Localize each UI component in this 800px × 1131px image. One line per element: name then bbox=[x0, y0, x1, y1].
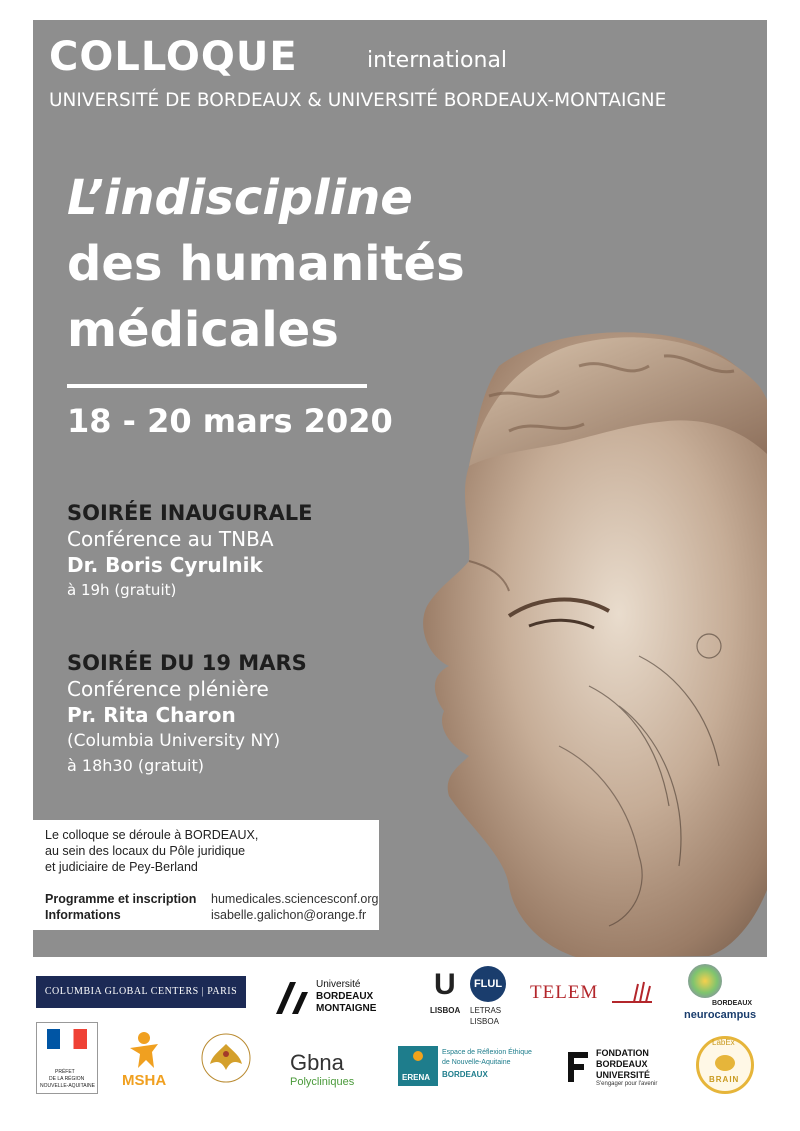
poster-background bbox=[33, 20, 767, 957]
erena-line-3: BORDEAUX bbox=[442, 1070, 488, 1079]
fondation-text-1: FONDATION bbox=[596, 1048, 649, 1058]
gbna-subtitle: Polycliniques bbox=[290, 1076, 355, 1088]
title-line-2: des humanités bbox=[67, 236, 465, 292]
telem-text: TELEM bbox=[530, 982, 599, 1003]
neurocampus-logo bbox=[678, 964, 764, 1022]
program-label: Programme et inscription bbox=[45, 892, 197, 906]
msha-figure-icon bbox=[124, 1030, 164, 1070]
title-line-1: L’indiscipline bbox=[67, 170, 413, 226]
information-email[interactable]: isabelle.galichon@orange.fr bbox=[211, 908, 367, 922]
erena-square bbox=[398, 1046, 438, 1086]
event-heading: SOIRÉE INAUGURALE bbox=[67, 501, 313, 525]
ulisboa-logo bbox=[428, 968, 464, 1030]
fondation-text-3: UNIVERSITÉ bbox=[596, 1070, 651, 1080]
universities-line: UNIVERSITÉ DE BORDEAUX & UNIVERSITÉ BORDEAUX-MONTAIGNE bbox=[49, 90, 667, 111]
flul-badge: FLUL bbox=[470, 966, 506, 1002]
gbna-text: Gbna bbox=[290, 1050, 344, 1075]
msha-logo bbox=[118, 1030, 170, 1100]
prefecture-logo bbox=[36, 1022, 98, 1094]
erena-dot-icon bbox=[413, 1051, 423, 1061]
ulisboa-text: LISBOA bbox=[430, 1006, 461, 1015]
event-speaker: Dr. Boris Cyrulnik bbox=[67, 553, 263, 577]
event-time: à 19h (gratuit) bbox=[67, 581, 177, 599]
brain-text: BRAIN bbox=[709, 1075, 740, 1084]
labex-ring bbox=[696, 1036, 754, 1094]
ubm-text-1: Université bbox=[316, 979, 361, 990]
statue-head-image bbox=[409, 326, 767, 957]
colloque-heading: COLLOQUE bbox=[49, 34, 298, 80]
info-location-line: Le colloque se déroule à BORDEAUX, bbox=[45, 828, 259, 842]
ulisboa-u: U bbox=[434, 968, 456, 1001]
info-location-line: et judiciaire de Pey-Berland bbox=[45, 860, 198, 874]
neurocampus-text-1: BORDEAUX bbox=[712, 1000, 753, 1007]
event-speaker: Pr. Rita Charon bbox=[67, 703, 236, 727]
event-affiliation: (Columbia University NY) bbox=[67, 731, 281, 751]
event-line: Conférence au TNBA bbox=[67, 527, 274, 551]
labex-text: LabEx bbox=[712, 1038, 735, 1047]
march-19-evening bbox=[67, 650, 307, 778]
title-divider bbox=[67, 384, 367, 388]
phoenix-logo bbox=[198, 1030, 258, 1092]
phoenix-emblem-icon bbox=[198, 1030, 254, 1086]
ubm-text-2: BORDEAUX bbox=[316, 991, 374, 1002]
erena-logo bbox=[398, 1046, 548, 1086]
info-location-line: au sein des locaux du Pôle juridique bbox=[45, 844, 246, 858]
flul-text-1: LETRAS bbox=[470, 1006, 502, 1015]
ubm-mark-icon bbox=[272, 978, 312, 1018]
msha-text: MSHA bbox=[122, 1072, 167, 1089]
fondation-mark-icon bbox=[566, 1050, 590, 1084]
erena-line-1: Espace de Réflexion Éthique bbox=[442, 1049, 532, 1056]
prefecture-text-2: DE LA RÉGION bbox=[49, 1076, 85, 1082]
columbia-logo: COLUMBIA GLOBAL CENTERS | PARIS bbox=[36, 976, 246, 1008]
labex-brain-logo bbox=[692, 1030, 754, 1102]
prefecture-text-1: PRÉFET bbox=[55, 1069, 75, 1075]
fondation-text-2: BORDEAUX bbox=[596, 1059, 648, 1069]
gbna-logo bbox=[288, 1050, 368, 1090]
erena-line-2: de Nouvelle-Aquitaine bbox=[442, 1059, 511, 1066]
prefecture-text-3: NOUVELLE-AQUITAINE bbox=[40, 1083, 95, 1089]
flul-logo bbox=[466, 966, 512, 1032]
information-label: Informations bbox=[45, 908, 121, 922]
title-line-3: médicales bbox=[67, 302, 339, 358]
ubm-text-3: MONTAIGNE bbox=[316, 1003, 377, 1014]
erena-text: ERENA bbox=[402, 1073, 431, 1082]
telem-logo bbox=[530, 980, 660, 1010]
info-box bbox=[33, 820, 379, 930]
neurocampus-text-2: neurocampus bbox=[684, 1009, 757, 1021]
marianne-flag-icon bbox=[47, 1029, 87, 1049]
event-line: Conférence plénière bbox=[67, 677, 269, 701]
international-label: international bbox=[367, 48, 508, 73]
neurocampus-brain-icon bbox=[688, 964, 722, 998]
telem-mark-icon bbox=[612, 980, 652, 1006]
inaugural-evening bbox=[67, 500, 312, 602]
fondation-tagline: S'engager pour l'avenir bbox=[596, 1081, 658, 1087]
brain-icon bbox=[715, 1055, 735, 1071]
fondation-logo bbox=[566, 1048, 678, 1090]
ubm-logo bbox=[272, 976, 412, 1020]
event-dates: 18 - 20 mars 2020 bbox=[67, 402, 393, 440]
program-url[interactable]: humedicales.sciencesconf.org bbox=[211, 892, 379, 906]
event-time: à 18h30 (gratuit) bbox=[67, 756, 204, 775]
event-heading: SOIRÉE DU 19 MARS bbox=[67, 651, 307, 675]
flul-text-2: LISBOA bbox=[470, 1017, 499, 1026]
